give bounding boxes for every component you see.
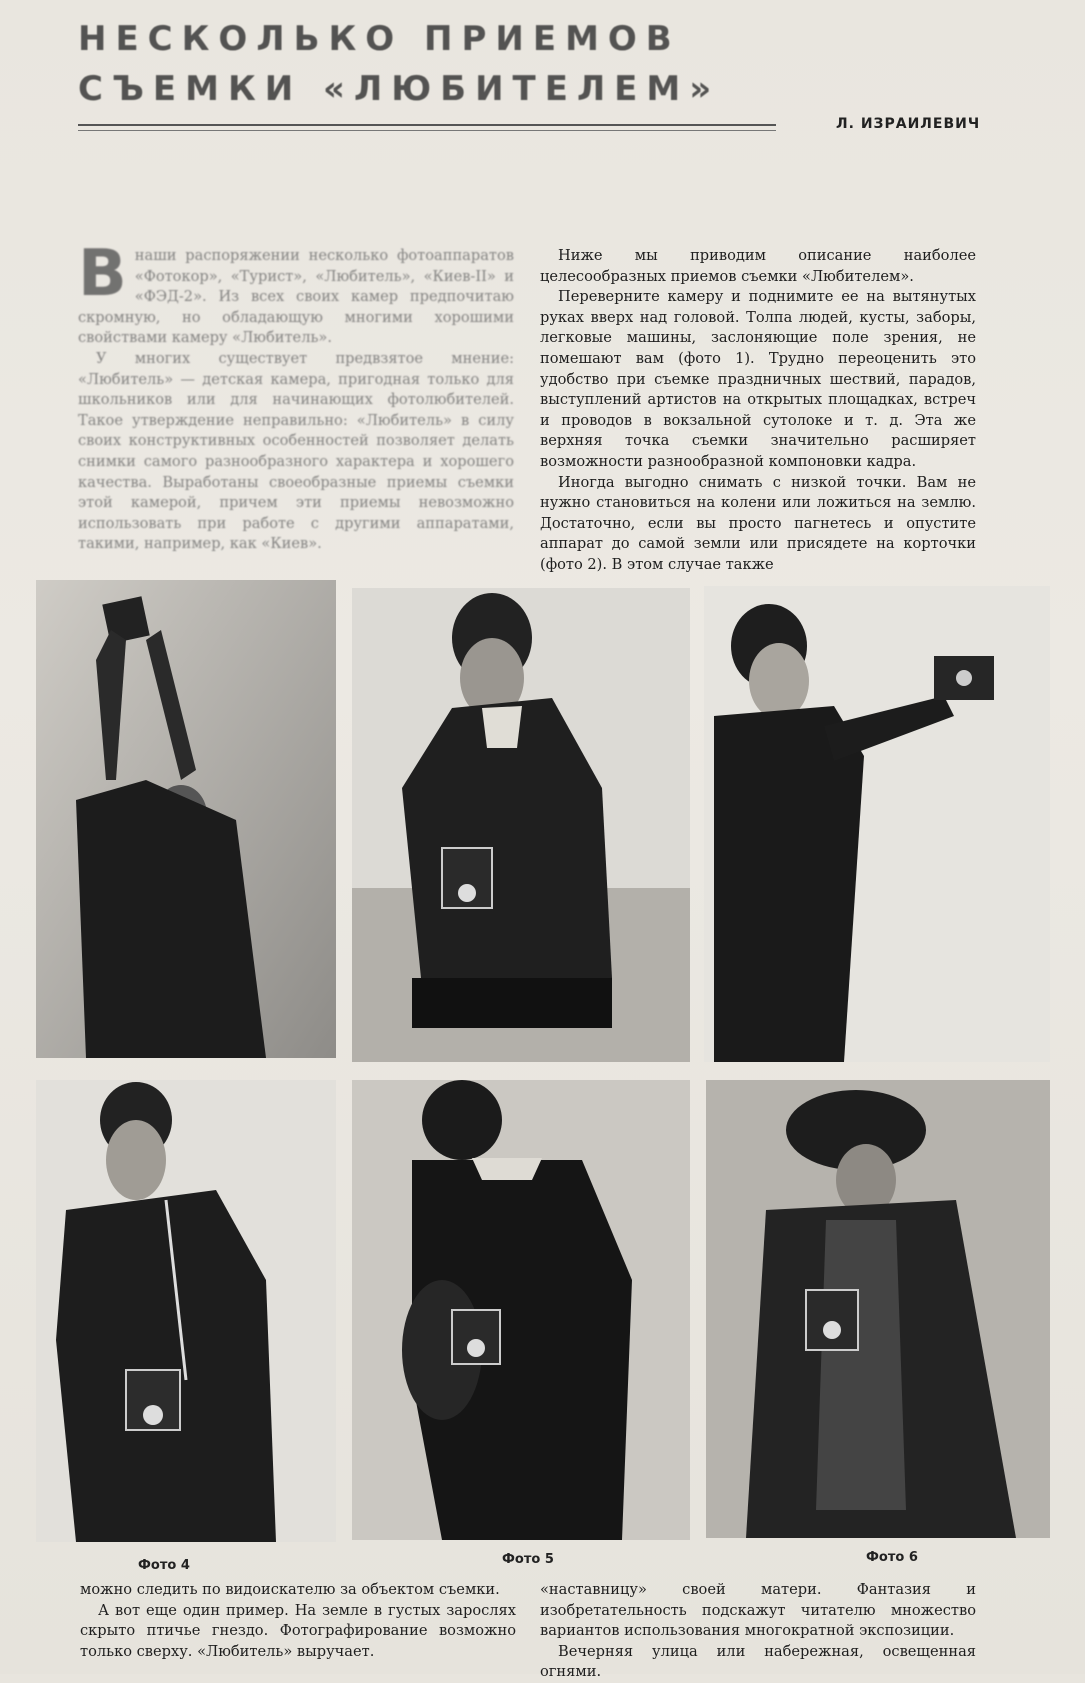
- photo-2-low-angle-shot: [352, 588, 690, 1062]
- author-name: Л. ИЗРАИЛЕВИЧ: [836, 116, 981, 132]
- bottom-right-text-column: [540, 1580, 976, 1683]
- article-title: [78, 14, 721, 114]
- left-paragraph-1: Внаши распоряжении несколько фотоаппаратов «Фотокор», «Турист», «Любитель», «Киев-II» и «ФЭД-2». Из всех своих камер предпочитаю скромную, но обладающую многими хорошими свойствами камеру «Любитель».: [78, 237, 514, 347]
- title-line-1: НЕСКОЛЬКО ПРИЕМОВ: [78, 19, 681, 59]
- bottom-left-text-column: [80, 1580, 516, 1662]
- bottom-right-paragraph-2: Вечерняя улица или набережная, освещенная огнями.: [540, 1642, 976, 1681]
- right-paragraph-2: Переверните камеру и поднимите ее на вытянутых руках вверх над головой. Толпа людей, кусты, заборы, легковые машины, заслоняющие поле зрения, не помешают вам (фото 1). Трудно переоценить это удобство при съемке праздничных шествий, парадов, выступлений артистов на открытых площадках, встреч и проводов в вокзальной сутолоке и т. д. Эта же верхняя точка съемки значительно расширяет возможности разнообразной компоновки кадра.: [540, 288, 976, 470]
- caption-photo-6: Фото 6: [866, 1550, 918, 1565]
- dropcap: В: [78, 237, 127, 311]
- caption-photo-4: Фото 4: [138, 1558, 190, 1573]
- right-text-column: [540, 246, 976, 576]
- photo-1-overhead-shot: [36, 580, 336, 1058]
- title-rule-thin: [78, 130, 776, 131]
- caption-photo-5: Фото 5: [502, 1552, 554, 1567]
- right-paragraph-3: Иногда выгодно снимать с низкой точки. Вам не нужно становиться на колени или ложиться на землю. Достаточно, если вы просто пагнетесь и опустите аппарат до самой земли или присядете на корточки (фото 2). В этом случае также: [540, 473, 976, 573]
- title-line-2: СЪЕМКИ «ЛЮБИТЕЛЕМ»: [78, 69, 721, 109]
- title-rule: [78, 124, 776, 126]
- photo-4-chest-level-shot: [36, 1080, 336, 1542]
- right-paragraph-1: Ниже мы приводим описание наиболее целесообразных приемов съемки «Любителем».: [540, 247, 976, 285]
- bottom-right-paragraph-1: «наставницу» своей матери. Фантазия и изобретательность подскажут читателю множество вариантов использования многократной экспозиции.: [540, 1581, 976, 1640]
- left-text-column: [78, 237, 514, 555]
- bottom-left-paragraph-1: можно следить по видоискателю за объектом съемки.: [80, 1581, 500, 1598]
- photo-5-back-view-shot: [352, 1080, 690, 1540]
- bottom-left-paragraph-2: А вот еще один пример. На земле в густых зарослях скрыто птичье гнездо. Фотографирование возможно только сверху. «Любитель» выручает.: [80, 1601, 516, 1660]
- photo-6-coat-and-cap-shot: [706, 1080, 1050, 1538]
- photo-3-extended-arms-shot: [704, 586, 1050, 1062]
- left-paragraph-2: У многих существует предвзятое мнение: «Любитель» — детская камера, пригодная только для школьников или для начинающих фотолюбителей. Такое утверждение неправильно: «Любитель» в силу своих конструктивных особенностей позволяет делать снимки самого разнообразного характера и хорошего качества. Выработаны своеобразные приемы съемки этой камерой, причем эти приемы невозможно использовать при работе с другими аппаратами, такими, например, как «Киев».: [78, 349, 514, 553]
